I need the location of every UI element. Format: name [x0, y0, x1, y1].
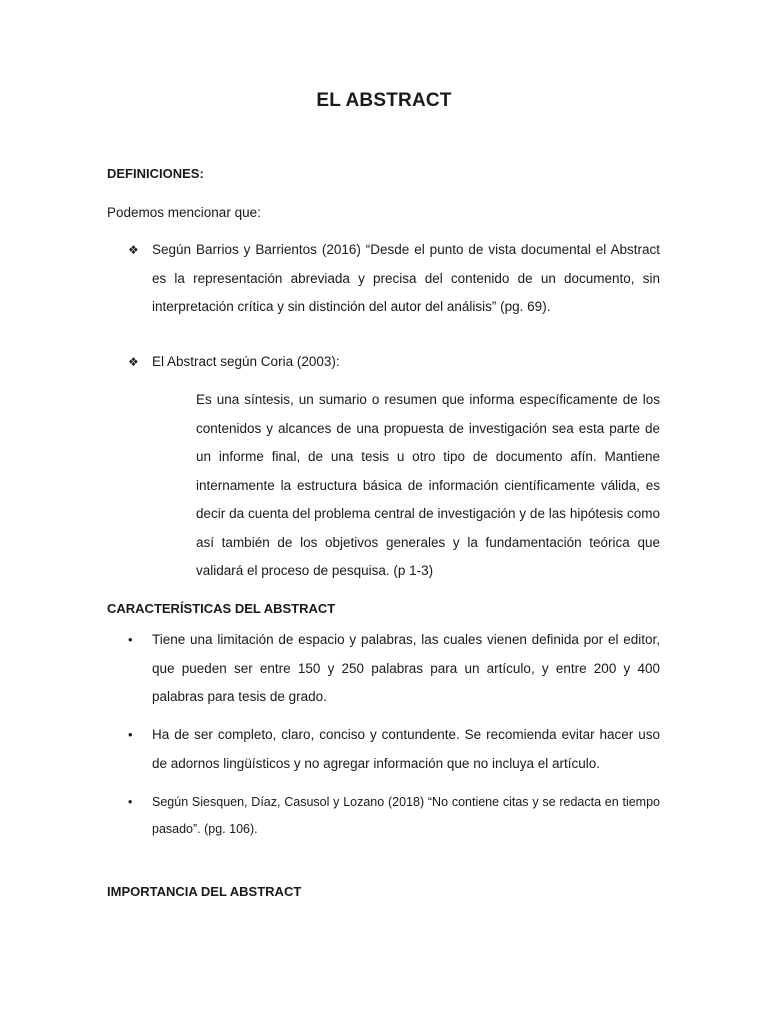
characteristic-bullet-text: Según Siesquen, Díaz, Casusol y Lozano (2018) “No contiene citas y se redacta en tiempo pasado”. (pg. 106). — [152, 795, 660, 836]
characteristics-heading: CARACTERÍSTICAS DEL ABSTRACT — [107, 601, 336, 616]
document-title: EL ABSTRACT — [316, 90, 452, 111]
definition-bullet — [128, 236, 660, 322]
characteristic-bullet-text: Ha de ser completo, claro, conciso y contundente. Se recomienda evitar hacer uso de adornos lingüísticos y no agregar información que no incluya el artículo. — [152, 727, 660, 771]
characteristic-bullet — [128, 721, 660, 778]
definitions-heading: DEFINICIONES: — [107, 166, 204, 181]
characteristic-bullet — [128, 626, 660, 712]
round-bullet-icon: • — [128, 727, 133, 742]
importance-heading: IMPORTANCIA DEL ABSTRACT — [107, 884, 302, 899]
block-quote: Es una síntesis, un sumario o resumen que informa específicamente de los contenidos y alcances de una propuesta de investigación sea esta parte de un informe final, de una tesis u otro tipo de documento afín. Mantiene internamente la estructura básica de información científicamente válida, es decir da cuenta del problema central de investigación y de las hipótesis como así también de los objetivos generales y la fundamentación teórica que validará el proceso de pesquisa. (p 1-3) — [196, 392, 660, 578]
round-bullet-icon: • — [128, 795, 133, 809]
definition-bullet — [128, 348, 660, 377]
round-bullet-icon: • — [128, 632, 133, 647]
diamond-bullet-icon: ❖ — [128, 243, 139, 257]
definition-bullet-text: El Abstract según Coria (2003): — [152, 354, 340, 369]
characteristic-bullet — [128, 789, 660, 843]
intro-text: Podemos mencionar que: — [107, 205, 261, 220]
diamond-bullet-icon: ❖ — [128, 355, 139, 369]
definition-bullet-text: Según Barrios y Barrientos (2016) “Desde el punto de vista documental el Abstract es la representación abreviada y precisa del contenido de un documento, sin interpretación crítica y sin distinción del autor del análisis” (pg. 69). — [152, 242, 660, 314]
characteristic-bullet-text: Tiene una limitación de espacio y palabras, las cuales vienen definida por el editor, que pueden ser entre 150 y 250 palabras para un artículo, y entre 200 y 400 palabras para tesis de grado. — [152, 632, 660, 704]
